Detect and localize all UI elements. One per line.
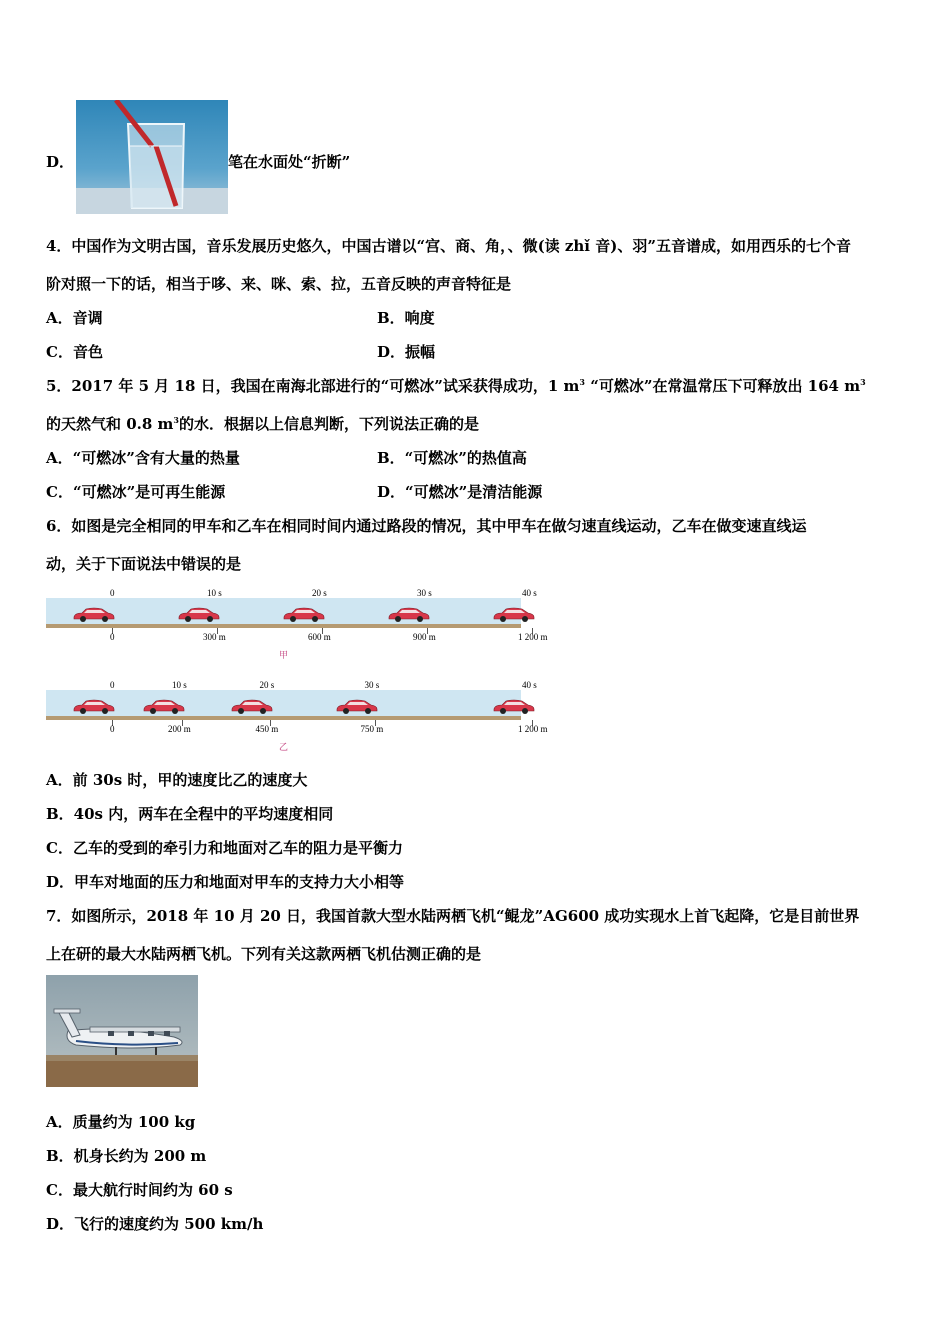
yi-distance-label: 0 bbox=[110, 724, 115, 734]
q4-option-c: C．音色 bbox=[46, 343, 103, 361]
yi-time-label: 40 s bbox=[522, 680, 537, 690]
q5-stem-line2 bbox=[46, 414, 479, 434]
jia-time-label: 40 s bbox=[522, 588, 537, 598]
yi-time-label: 10 s bbox=[172, 680, 187, 690]
q5-stem-line1-b: “可燃冰”在常温常压下可释放出 164 m bbox=[584, 377, 861, 395]
yi-time-label: 30 s bbox=[364, 680, 380, 690]
q4-option-d: D．振幅 bbox=[377, 343, 436, 361]
q5-sup-1: 3 bbox=[579, 377, 585, 387]
q5-stem-line2-b: 的水．根据以上信息判断，下列说法正确的是 bbox=[179, 415, 480, 433]
yi-distance-label: 750 m bbox=[360, 724, 384, 734]
q7-stem-line1: 7．如图所示，2018 年 10 月 20 日，我国首款大型水陆两栖飞机“鲲龙”AG600 成功实现水上首飞起降，它是目前世界 bbox=[46, 907, 860, 925]
q5-sup-2: 3 bbox=[860, 377, 866, 387]
jia-car bbox=[177, 607, 221, 627]
q5-stem-line2-a: 的天然气和 0.8 m bbox=[46, 415, 174, 433]
beaker-pencil-image bbox=[76, 100, 228, 214]
amphibious-plane-image bbox=[46, 975, 198, 1087]
yi-distance-label: 1 200 m bbox=[518, 724, 548, 734]
q3-option-d-letter: D． bbox=[46, 153, 75, 171]
yi-label: 乙 bbox=[279, 742, 289, 752]
jia-time-label: 30 s bbox=[417, 588, 432, 598]
car-motion-figure bbox=[46, 586, 548, 752]
yi-car bbox=[142, 699, 186, 719]
jia-distance-label: 0 bbox=[110, 632, 115, 642]
jia-time-label: 20 s bbox=[312, 588, 327, 598]
jia-label: 甲 bbox=[279, 650, 289, 660]
q5-sup-3: 3 bbox=[173, 415, 179, 425]
jia-distance-label: 900 m bbox=[413, 632, 436, 642]
q5-option-b: B．“可燃冰”的热值高 bbox=[377, 449, 527, 467]
q5-stem-line1 bbox=[46, 376, 866, 396]
q4-option-b: B．响度 bbox=[377, 309, 435, 327]
yi-time-label: 0 bbox=[110, 680, 115, 690]
q4-stem-line1: 4．中国作为文明古国，音乐发展历史悠久，中国古谱以“宫、商、角，、微(读 zhǐ 音)、羽”五音谱成，如用西乐的七个音 bbox=[46, 237, 851, 255]
jia-car bbox=[492, 607, 536, 627]
q5-option-a: A．“可燃冰”含有大量的热量 bbox=[46, 449, 240, 467]
jia-distance-label: 1 200 m bbox=[518, 632, 548, 642]
q3-option-d-text: 笔在水面处“折断” bbox=[228, 153, 351, 171]
q6-option-c: C．乙车的受到的牵引力和地面对乙车的阻力是平衡力 bbox=[46, 839, 403, 857]
q4-option-a: A．音调 bbox=[46, 309, 103, 327]
jia-car bbox=[72, 607, 116, 627]
yi-car bbox=[72, 699, 116, 719]
jia-time-label: 0 bbox=[110, 588, 115, 598]
yi-car bbox=[230, 699, 274, 719]
q4-stem-line2: 阶对照一下的话，相当于哆、来、咪、索、拉，五音反映的声音特征是 bbox=[46, 275, 512, 293]
jia-distance-label: 300 m bbox=[203, 632, 226, 642]
jia-car bbox=[387, 607, 431, 627]
q5-option-d: D．“可燃冰”是清洁能源 bbox=[377, 483, 543, 501]
yi-distance-label: 200 m bbox=[168, 724, 191, 734]
q6-stem-line2: 动，关于下面说法中错误的是 bbox=[46, 555, 242, 573]
jia-car bbox=[282, 607, 326, 627]
q7-option-b: B．机身长约为 200 m bbox=[46, 1147, 207, 1165]
q7-option-a: A．质量约为 100 kg bbox=[46, 1113, 196, 1131]
q6-option-b: B．40s 内，两车在全程中的平均速度相同 bbox=[46, 805, 334, 823]
jia-distance-label: 600 m bbox=[308, 632, 331, 642]
yi-distance-label: 450 m bbox=[255, 724, 279, 734]
q6-stem-line1: 6．如图是完全相同的甲车和乙车在相同时间内通过路段的情况，其中甲车在做匀速直线运动，乙车在做变速直线运 bbox=[46, 517, 807, 535]
q7-option-c: C．最大航行时间约为 60 s bbox=[46, 1181, 233, 1199]
q7-stem-line2: 上在研的最大水陆两栖飞机。下列有关这款两栖飞机估测正确的是 bbox=[46, 945, 482, 963]
q6-option-d: D．甲车对地面的压力和地面对甲车的支持力大小相等 bbox=[46, 873, 405, 891]
yi-car bbox=[335, 699, 379, 719]
q5-stem-line1-a: 5．2017 年 5 月 18 日，我国在南海北部进行的“可燃冰”试采获得成功，1 m bbox=[46, 377, 580, 395]
yi-time-label: 20 s bbox=[259, 680, 275, 690]
q5-option-c: C．“可燃冰”是可再生能源 bbox=[46, 483, 226, 501]
q7-option-d: D．飞行的速度约为 500 km/h bbox=[46, 1215, 264, 1233]
jia-time-label: 10 s bbox=[207, 588, 222, 598]
q6-option-a: A．前 30s 时，甲的速度比乙的速度大 bbox=[46, 771, 308, 789]
yi-car bbox=[492, 699, 536, 719]
